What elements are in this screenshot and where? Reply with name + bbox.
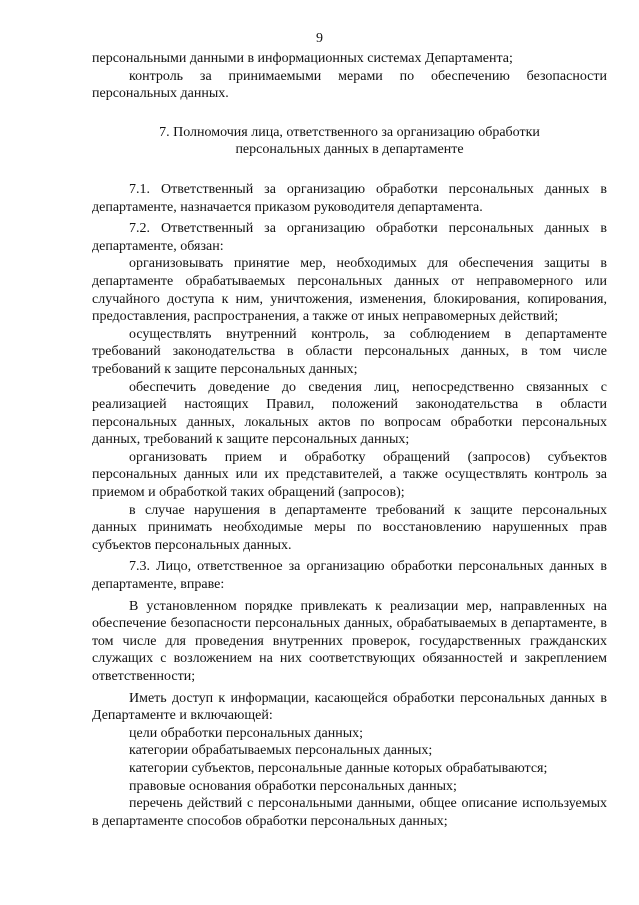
list-item: организовать прием и обработку обращений (запросов) субъектов персональных данных или их представителей, а также осуществлять контроль за приемом и обработкой таких обращений (запросов); [92,449,607,501]
clause-7-1: 7.1. Ответственный за организацию обработки персональных данных в департаменте, назначается приказом руководителя департамента. [92,181,607,215]
section-heading-line-1: 7. Полномочия лица, ответственного за организацию обработки [159,124,540,140]
list-item: правовые основания обработки персональных данных; [129,778,457,794]
list-item: В установленном порядке привлекать к реализации мер, направленных на обеспечение безопасности персональных данных, обрабатываемых в департаменте, в том числе для проведения внутренних проверок, государственных гражданских служащих с возложением на них соответствующих обязанностей и закреплением ответственности; [92,598,607,684]
list-item: осуществлять внутренний контроль, за соблюдением в департаменте требований законодательства в области персональных данных, в том числе требований к защите персональных данных; [92,326,607,377]
page-number: 9 [316,31,323,46]
list-item: организовывать принятие мер, необходимых для обеспечения защиты в департаменте обрабатываемых персональных данных от неправомерного или случайного доступа к ним, уничтожения, изменения, блокирования, копирования, предоставления, распространения, а также от иных неправомерных действий; [92,256,607,325]
list-item: категории обрабатываемых персональных данных; [129,743,433,759]
list-item: обеспечить доведение до сведения лиц, непосредственно связанных с реализацией настоящих Правил, положений законодательства в области персональных данных, локальных актов по вопросам обработки персональных данных, требований к защите персональных данных; [92,379,607,448]
list-item: категории субъектов, персональные данные которых обрабатываются; [129,760,548,776]
document-body [92,50,607,830]
section-heading-line-2: персональных данных в департаменте [235,142,464,158]
clause-7-3: 7.3. Лицо, ответственное за организацию обработки персональных данных в департаменте, вправе: [92,559,607,593]
list-item: цели обработки персональных данных; [129,725,364,741]
list-item: в случае нарушения в департаменте требований к защите персональных данных принимать необходимые меры по восстановлению нарушенных прав субъектов персональных данных. [92,502,607,553]
section-heading [92,124,607,159]
paragraph: контроль за принимаемыми мерами по обеспечению безопасности персональных данных. [92,68,607,102]
list-item: перечень действий с персональными данными, общее описание используемых в департаменте способов обработки персональных данных; [92,796,607,829]
paragraph: персональными данными в информационных системах Департамента; [92,51,513,66]
clause-7-2: 7.2. Ответственный за организацию обработки персональных данных в департаменте, обязан: [92,221,607,254]
list-item: Иметь доступ к информации, касающейся обработки персональных данных в Департаменте и включающей: [92,690,607,724]
